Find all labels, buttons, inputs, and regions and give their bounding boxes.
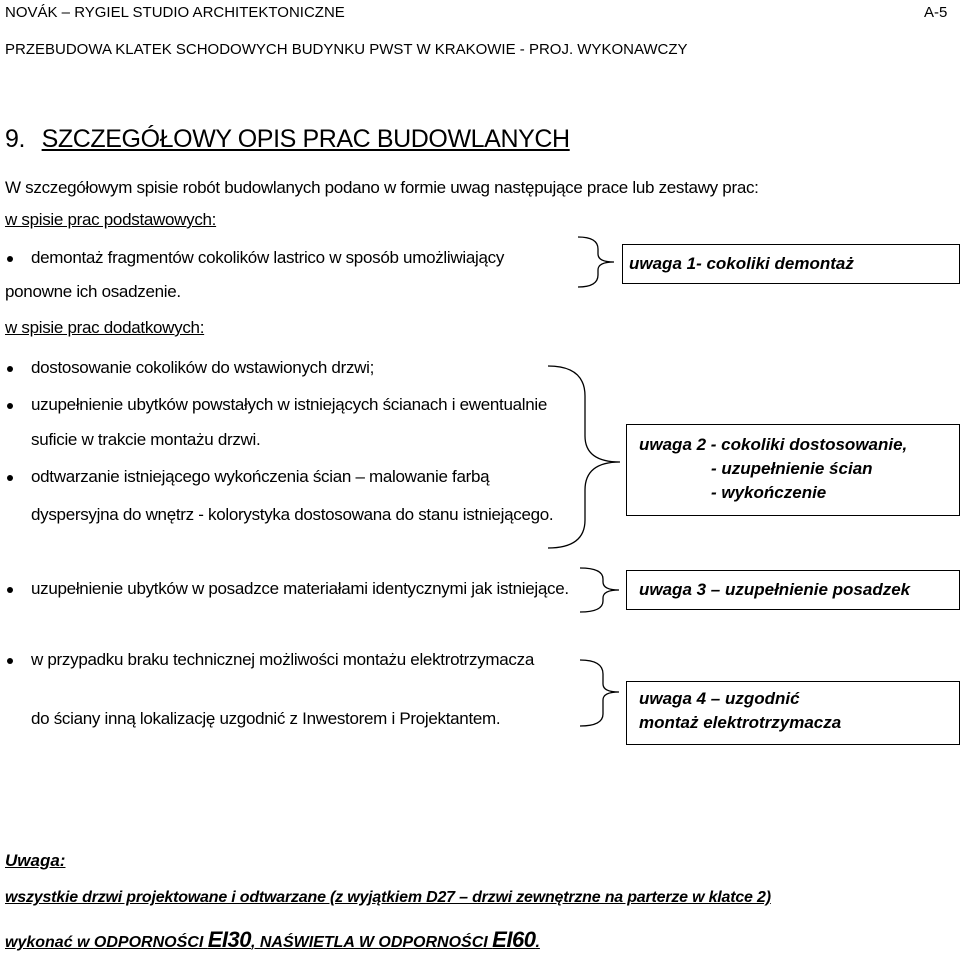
section-intro: W szczegółowym spisie robót budowlanych podano w formie uwag następujące prace lub zestawy prac:: [5, 178, 759, 197]
basic-works-heading: w spisie prac podstawowych:: [5, 210, 217, 229]
note-2-line-2: - uzupełnienie ścian: [711, 459, 873, 478]
section-title: SZCZEGÓŁOWY OPIS PRAC BUDOWLANYCH: [41, 125, 570, 153]
basic-item-1-line-1: demontaż fragmentów cokolików lastrico w sposób umożliwiający: [31, 248, 505, 267]
footer-rating-ei30: EI30: [207, 927, 251, 952]
additional-item-3-line-2: dyspersyjna do wnętrz - kolorystyka dostosowana do stanu istniejącego.: [31, 505, 554, 524]
additional-item-5-line-1: w przypadku braku technicznej możliwości montażu elektrotrzymacza: [31, 650, 534, 669]
note-3-text: uwaga 3 – uzupełnienie posadzek: [639, 580, 911, 599]
footer-line-2-b: ODPORNOŚCI: [93, 934, 208, 951]
footer-line-2: [5, 927, 540, 953]
note-2-line-3: - wykończenie: [711, 483, 827, 502]
page-code: A-5: [924, 4, 948, 21]
note-2-line-1: uwaga 2 - cokoliki dostosowanie,: [639, 435, 908, 454]
note-1-text: uwaga 1- cokoliki demontaż: [629, 254, 854, 273]
note-4-line-1: uwaga 4 – uzgodnić: [639, 689, 800, 708]
additional-item-1: dostosowanie cokolików do wstawionych drzwi;: [31, 358, 375, 377]
footer-rating-ei60: EI60: [492, 927, 536, 952]
footer-line-1: wszystkie drzwi projektowane i odtwarzane (z wyjątkiem D27 – drzwi zewnętrzne na parterze w klatce 2): [5, 889, 771, 906]
brace-3: [580, 568, 619, 612]
additional-item-5-line-2: do ściany inną lokalizację uzgodnić z Inwestorem i Projektantem.: [31, 709, 501, 728]
footer-line-2-a: wykonać w: [5, 934, 94, 951]
additional-item-3-line-1: odtwarzanie istniejącego wykończenia ścian – malowanie farbą: [31, 467, 490, 486]
note-4-line-2: montaż elektrotrzymacza: [639, 713, 842, 732]
basic-item-1-line-2: ponowne ich osadzenie.: [5, 282, 181, 301]
footer-line-2-d: , NAŚWIETLA W: [250, 934, 379, 951]
project-title: PRZEBUDOWA KLATEK SCHODOWYCH BUDYNKU PWST W KRAKOWIE - PROJ. WYKONAWCZY: [5, 41, 688, 58]
additional-item-4: uzupełnienie ubytków w posadzce materiałami identycznymi jak istniejące.: [31, 579, 569, 598]
brace-4: [580, 660, 619, 726]
section-number: 9.: [5, 125, 26, 153]
footer-label: Uwaga:: [5, 851, 66, 870]
brace-2: [548, 366, 620, 548]
brace-1: [578, 237, 614, 287]
footer-line-2-g: .: [535, 934, 540, 951]
additional-item-2-line-2: suficie w trakcie montażu drzwi.: [31, 430, 261, 449]
additional-item-2-line-1: uzupełnienie ubytków powstałych w istniejących ścianach i ewentualnie: [31, 395, 548, 414]
additional-works-heading: w spisie prac dodatkowych:: [5, 318, 205, 337]
footer-line-2-e: ODPORNOŚCI: [378, 934, 493, 951]
studio-name: NOVÁK – RYGIEL STUDIO ARCHITEKTONICZNE: [5, 4, 345, 21]
